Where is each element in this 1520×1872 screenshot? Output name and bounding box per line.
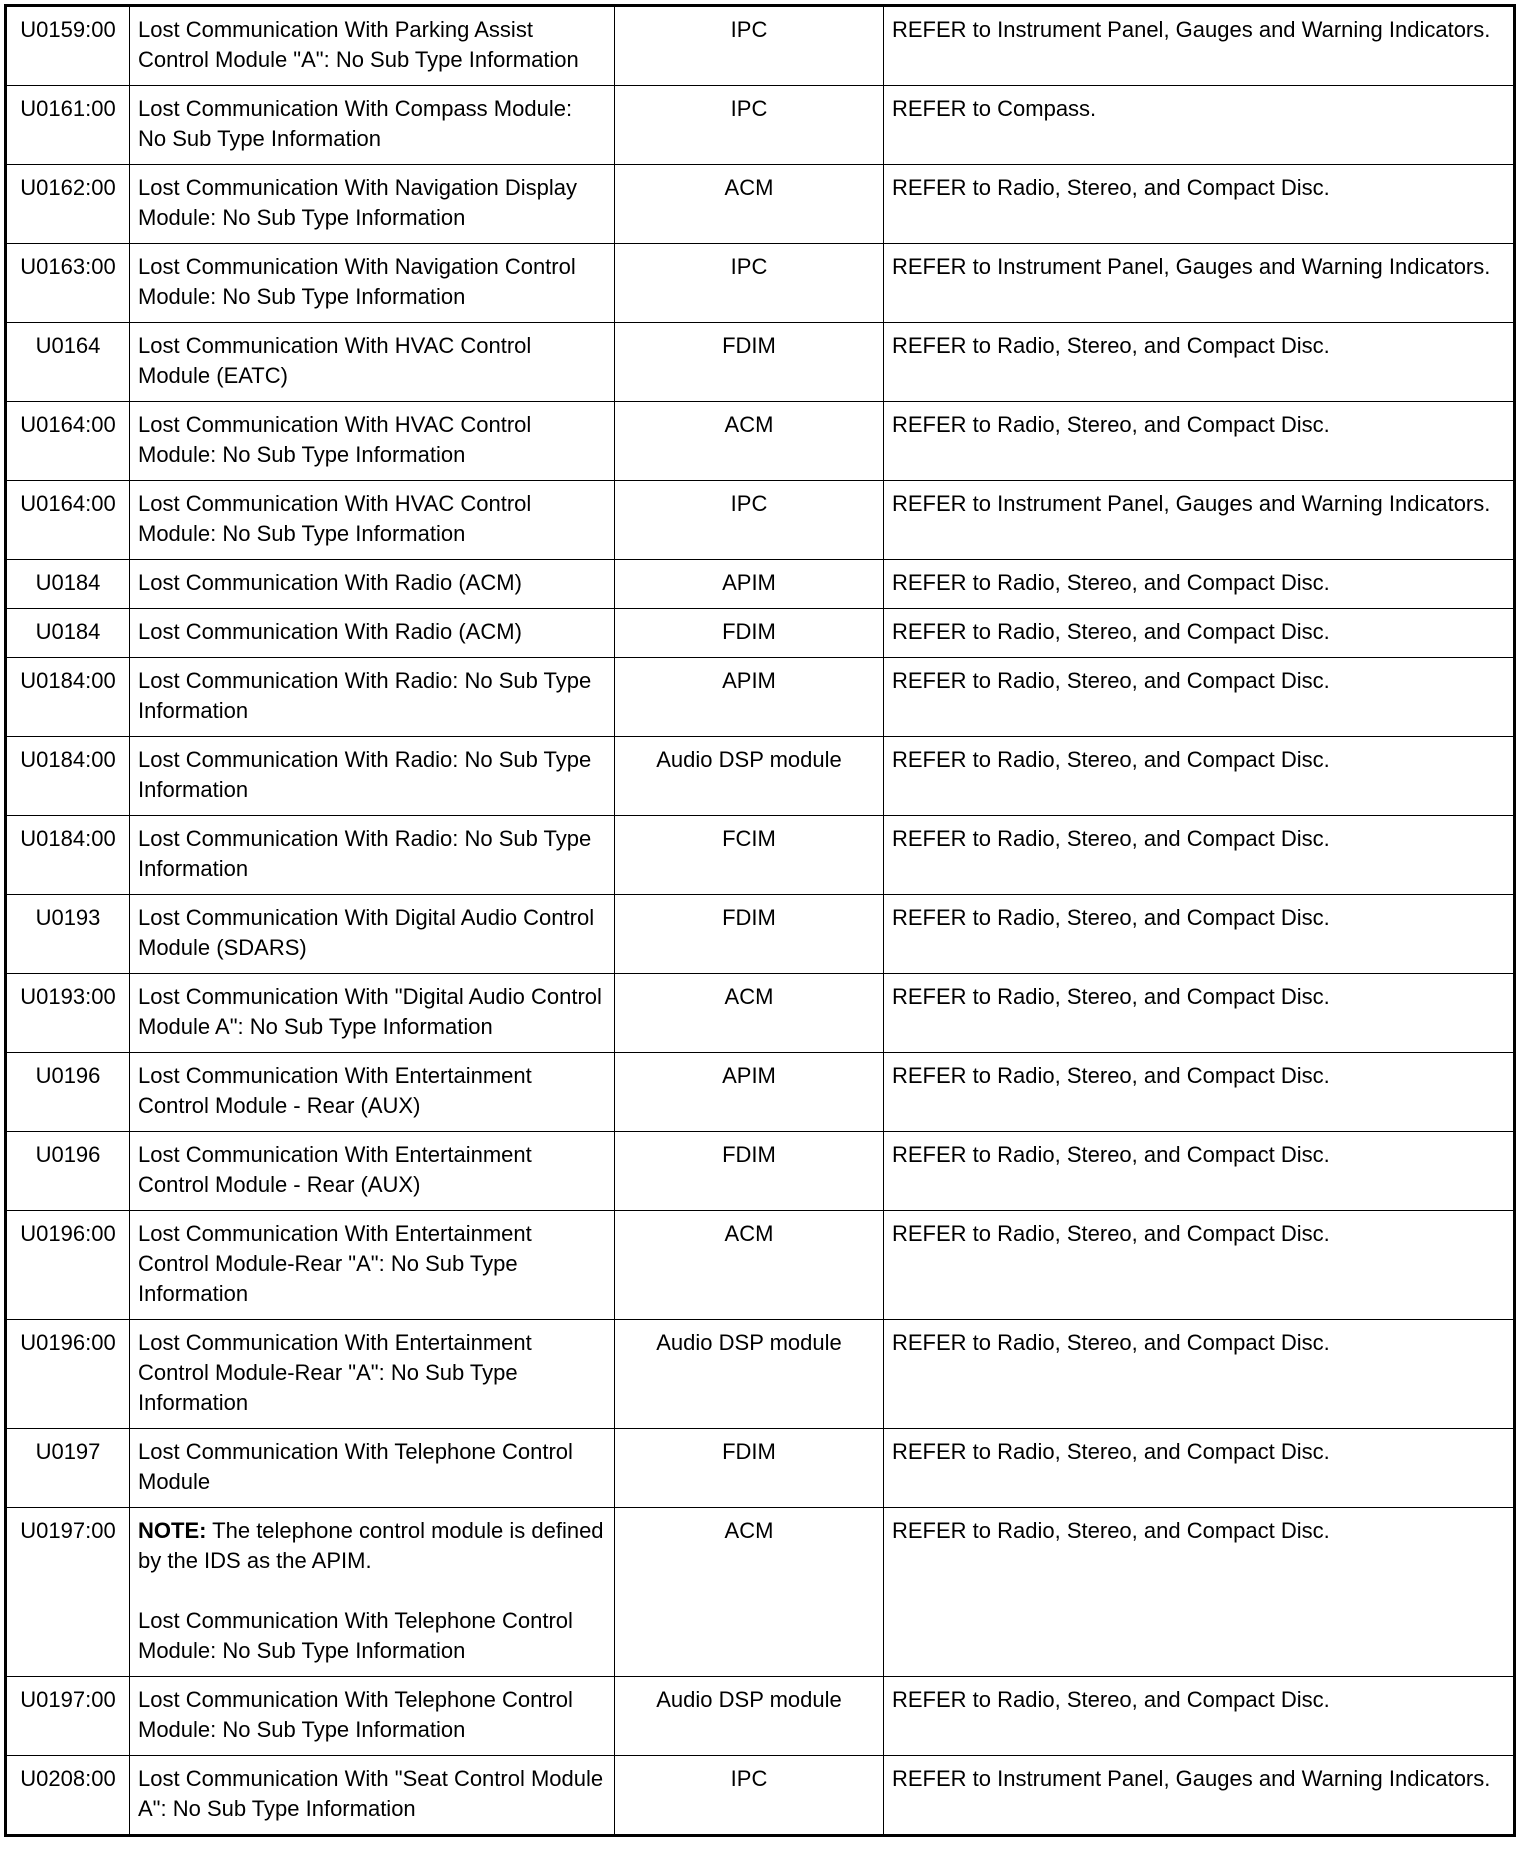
description-cell bbox=[130, 402, 615, 481]
description-cell bbox=[130, 1320, 615, 1429]
action-cell bbox=[884, 402, 1515, 481]
dtc-code-cell bbox=[6, 86, 130, 165]
dtc-description: Lost Communication With Entertainment Control Module - Rear (AUX) bbox=[138, 1063, 532, 1118]
action-cell bbox=[884, 895, 1515, 974]
module-cell bbox=[615, 1053, 884, 1132]
table-row bbox=[6, 86, 1515, 165]
module-name: Audio DSP module bbox=[656, 1330, 842, 1355]
action-text: REFER to Compass. bbox=[892, 96, 1097, 121]
description-cell bbox=[130, 1677, 615, 1756]
action-cell bbox=[884, 974, 1515, 1053]
dtc-code: U0196:00 bbox=[20, 1221, 116, 1246]
description-cell bbox=[130, 1429, 615, 1508]
dtc-code-cell bbox=[6, 658, 130, 737]
action-cell bbox=[884, 737, 1515, 816]
action-text: REFER to Radio, Stereo, and Compact Disc. bbox=[892, 333, 1330, 358]
table-row bbox=[6, 1508, 1515, 1677]
module-name: Audio DSP module bbox=[656, 747, 842, 772]
note-text: The telephone control module is defined by the IDS as the APIM. bbox=[138, 1518, 604, 1573]
table-row bbox=[6, 1320, 1515, 1429]
dtc-code: U0164:00 bbox=[20, 491, 116, 516]
module-cell bbox=[615, 816, 884, 895]
table-row bbox=[6, 481, 1515, 560]
dtc-code-cell bbox=[6, 737, 130, 816]
description-cell bbox=[130, 86, 615, 165]
action-cell bbox=[884, 658, 1515, 737]
dtc-description: Lost Communication With Radio: No Sub Type Information bbox=[138, 826, 592, 881]
module-cell bbox=[615, 86, 884, 165]
module-name: FCIM bbox=[722, 826, 776, 851]
module-name: FDIM bbox=[722, 1439, 776, 1464]
description-cell bbox=[130, 560, 615, 609]
dtc-code-cell bbox=[6, 609, 130, 658]
action-cell bbox=[884, 1677, 1515, 1756]
table-row bbox=[6, 560, 1515, 609]
module-cell bbox=[615, 165, 884, 244]
action-text: REFER to Radio, Stereo, and Compact Disc. bbox=[892, 905, 1330, 930]
module-name: APIM bbox=[722, 570, 776, 595]
module-name: IPC bbox=[730, 1766, 768, 1791]
action-cell bbox=[884, 1053, 1515, 1132]
dtc-code-cell bbox=[6, 1508, 130, 1677]
dtc-description: Lost Communication With Radio (ACM) bbox=[138, 570, 522, 595]
action-cell bbox=[884, 1429, 1515, 1508]
dtc-code: U0197:00 bbox=[20, 1518, 116, 1543]
dtc-description: Lost Communication With HVAC Control Module: No Sub Type Information bbox=[138, 491, 532, 546]
dtc-description: Lost Communication With Radio: No Sub Type Information bbox=[138, 747, 592, 802]
dtc-description: Lost Communication With Telephone Control Module: No Sub Type Information bbox=[138, 1608, 573, 1663]
action-text: REFER to Radio, Stereo, and Compact Disc. bbox=[892, 984, 1330, 1009]
module-name: FDIM bbox=[722, 905, 776, 930]
dtc-code: U0208:00 bbox=[20, 1766, 116, 1791]
action-text: REFER to Radio, Stereo, and Compact Disc. bbox=[892, 570, 1330, 595]
action-cell bbox=[884, 1756, 1515, 1836]
dtc-code: U0184 bbox=[35, 619, 101, 644]
module-cell bbox=[615, 658, 884, 737]
dtc-code-cell bbox=[6, 165, 130, 244]
dtc-description: Lost Communication With "Digital Audio Control Module A": No Sub Type Information bbox=[138, 984, 602, 1039]
module-cell bbox=[615, 323, 884, 402]
table-row bbox=[6, 658, 1515, 737]
dtc-description: Lost Communication With Entertainment Control Module-Rear "A": No Sub Type Information bbox=[138, 1330, 532, 1415]
action-cell bbox=[884, 1211, 1515, 1320]
module-name: ACM bbox=[724, 175, 774, 200]
dtc-code: U0193 bbox=[35, 905, 101, 930]
note-label: NOTE: bbox=[138, 1518, 207, 1543]
action-text: REFER to Radio, Stereo, and Compact Disc. bbox=[892, 1221, 1330, 1246]
table-row bbox=[6, 895, 1515, 974]
module-name: Audio DSP module bbox=[656, 1687, 842, 1712]
action-cell bbox=[884, 560, 1515, 609]
action-text: REFER to Radio, Stereo, and Compact Disc. bbox=[892, 826, 1330, 851]
description-cell bbox=[130, 1211, 615, 1320]
module-cell bbox=[615, 974, 884, 1053]
dtc-code-cell bbox=[6, 1677, 130, 1756]
action-cell bbox=[884, 86, 1515, 165]
action-text: REFER to Radio, Stereo, and Compact Disc. bbox=[892, 1687, 1330, 1712]
dtc-description: Lost Communication With Entertainment Control Module - Rear (AUX) bbox=[138, 1142, 532, 1197]
description-cell bbox=[130, 1053, 615, 1132]
module-cell bbox=[615, 1508, 884, 1677]
dtc-description: Lost Communication With HVAC Control Module: No Sub Type Information bbox=[138, 412, 532, 467]
action-text: REFER to Radio, Stereo, and Compact Disc. bbox=[892, 1063, 1330, 1088]
description-cell bbox=[130, 974, 615, 1053]
action-cell bbox=[884, 1132, 1515, 1211]
description-cell bbox=[130, 1132, 615, 1211]
module-cell bbox=[615, 1429, 884, 1508]
table-row bbox=[6, 1053, 1515, 1132]
module-name: ACM bbox=[724, 412, 774, 437]
action-cell bbox=[884, 244, 1515, 323]
action-cell bbox=[884, 481, 1515, 560]
description-cell bbox=[130, 481, 615, 560]
module-name: IPC bbox=[730, 96, 768, 121]
dtc-description: Lost Communication With Telephone Control Module: No Sub Type Information bbox=[138, 1687, 573, 1742]
dtc-code-cell bbox=[6, 560, 130, 609]
action-text: REFER to Instrument Panel, Gauges and Warning Indicators. bbox=[892, 254, 1491, 279]
dtc-code: U0162:00 bbox=[20, 175, 116, 200]
table-row bbox=[6, 974, 1515, 1053]
module-cell bbox=[615, 1211, 884, 1320]
module-name: ACM bbox=[724, 1221, 774, 1246]
description-cell bbox=[130, 1756, 615, 1836]
table-row bbox=[6, 244, 1515, 323]
module-name: IPC bbox=[730, 17, 768, 42]
action-text: REFER to Radio, Stereo, and Compact Disc. bbox=[892, 1439, 1330, 1464]
action-text: REFER to Instrument Panel, Gauges and Warning Indicators. bbox=[892, 1766, 1491, 1791]
dtc-code: U0184:00 bbox=[20, 668, 116, 693]
dtc-description: Lost Communication With HVAC Control Module (EATC) bbox=[138, 333, 532, 388]
module-cell bbox=[615, 609, 884, 658]
table-row bbox=[6, 1429, 1515, 1508]
action-text: REFER to Radio, Stereo, and Compact Disc. bbox=[892, 619, 1330, 644]
dtc-code: U0197:00 bbox=[20, 1687, 116, 1712]
module-name: APIM bbox=[722, 1063, 776, 1088]
module-name: FDIM bbox=[722, 333, 776, 358]
dtc-code: U0197 bbox=[35, 1439, 101, 1464]
module-cell bbox=[615, 1320, 884, 1429]
description-cell bbox=[130, 816, 615, 895]
dtc-description: Lost Communication With Compass Module: No Sub Type Information bbox=[138, 96, 573, 151]
dtc-code: U0196:00 bbox=[20, 1330, 116, 1355]
table-row bbox=[6, 402, 1515, 481]
table-row bbox=[6, 1677, 1515, 1756]
note bbox=[138, 1516, 606, 1576]
description-cell bbox=[130, 609, 615, 658]
table-row bbox=[6, 165, 1515, 244]
module-cell bbox=[615, 244, 884, 323]
dtc-code-cell bbox=[6, 244, 130, 323]
dtc-code-cell bbox=[6, 1429, 130, 1508]
dtc-code: U0184:00 bbox=[20, 747, 116, 772]
action-text: REFER to Radio, Stereo, and Compact Disc. bbox=[892, 175, 1330, 200]
module-name: IPC bbox=[730, 254, 768, 279]
action-cell bbox=[884, 609, 1515, 658]
module-name: ACM bbox=[724, 1518, 774, 1543]
dtc-code: U0163:00 bbox=[20, 254, 116, 279]
dtc-code-cell bbox=[6, 6, 130, 86]
dtc-description: Lost Communication With Digital Audio Control Module (SDARS) bbox=[138, 905, 595, 960]
dtc-code-cell bbox=[6, 974, 130, 1053]
module-cell bbox=[615, 6, 884, 86]
action-cell bbox=[884, 165, 1515, 244]
dtc-table-body bbox=[6, 6, 1515, 1836]
action-text: REFER to Radio, Stereo, and Compact Disc. bbox=[892, 668, 1330, 693]
dtc-code: U0159:00 bbox=[20, 17, 116, 42]
description-cell bbox=[130, 658, 615, 737]
module-name: FDIM bbox=[722, 1142, 776, 1167]
module-name: FDIM bbox=[722, 619, 776, 644]
description-cell bbox=[130, 323, 615, 402]
dtc-code-cell bbox=[6, 895, 130, 974]
dtc-description: Lost Communication With Entertainment Control Module-Rear "A": No Sub Type Information bbox=[138, 1221, 532, 1306]
module-cell bbox=[615, 1132, 884, 1211]
dtc-code-cell bbox=[6, 1211, 130, 1320]
module-cell bbox=[615, 1677, 884, 1756]
table-row bbox=[6, 737, 1515, 816]
dtc-code-cell bbox=[6, 1053, 130, 1132]
dtc-code: U0196 bbox=[35, 1063, 101, 1088]
dtc-code: U0193:00 bbox=[20, 984, 116, 1009]
description-cell bbox=[130, 244, 615, 323]
dtc-code: U0184 bbox=[35, 570, 101, 595]
dtc-description: Lost Communication With Navigation Display Module: No Sub Type Information bbox=[138, 175, 577, 230]
table-row bbox=[6, 1132, 1515, 1211]
dtc-code-cell bbox=[6, 1756, 130, 1836]
dtc-description: Lost Communication With Telephone Control Module bbox=[138, 1439, 573, 1494]
module-cell bbox=[615, 737, 884, 816]
description-cell bbox=[130, 6, 615, 86]
description-cell bbox=[130, 1508, 615, 1677]
dtc-code-cell bbox=[6, 1132, 130, 1211]
action-text: REFER to Radio, Stereo, and Compact Disc. bbox=[892, 747, 1330, 772]
module-name: APIM bbox=[722, 668, 776, 693]
dtc-description: Lost Communication With Navigation Control Module: No Sub Type Information bbox=[138, 254, 576, 309]
dtc-description: Lost Communication With Radio (ACM) bbox=[138, 619, 522, 644]
module-cell bbox=[615, 1756, 884, 1836]
dtc-code: U0164:00 bbox=[20, 412, 116, 437]
dtc-description: Lost Communication With Parking Assist Control Module "A": No Sub Type Information bbox=[138, 17, 579, 72]
dtc-code-cell bbox=[6, 816, 130, 895]
dtc-code: U0196 bbox=[35, 1142, 101, 1167]
description-cell bbox=[130, 165, 615, 244]
dtc-code-cell bbox=[6, 481, 130, 560]
module-cell bbox=[615, 895, 884, 974]
action-cell bbox=[884, 323, 1515, 402]
dtc-code-cell bbox=[6, 402, 130, 481]
action-text: REFER to Radio, Stereo, and Compact Disc. bbox=[892, 412, 1330, 437]
dtc-description: Lost Communication With "Seat Control Module A": No Sub Type Information bbox=[138, 1766, 604, 1821]
dtc-table bbox=[4, 4, 1516, 1837]
dtc-code-cell bbox=[6, 323, 130, 402]
action-text: REFER to Radio, Stereo, and Compact Disc. bbox=[892, 1518, 1330, 1543]
module-cell bbox=[615, 560, 884, 609]
dtc-code: U0164 bbox=[35, 333, 101, 358]
action-cell bbox=[884, 1320, 1515, 1429]
table-row bbox=[6, 609, 1515, 658]
table-row bbox=[6, 816, 1515, 895]
action-cell bbox=[884, 6, 1515, 86]
dtc-code: U0161:00 bbox=[20, 96, 116, 121]
table-row bbox=[6, 6, 1515, 86]
action-cell bbox=[884, 1508, 1515, 1677]
description-cell bbox=[130, 895, 615, 974]
action-text: REFER to Radio, Stereo, and Compact Disc. bbox=[892, 1142, 1330, 1167]
table-row bbox=[6, 1756, 1515, 1836]
module-cell bbox=[615, 402, 884, 481]
action-text: REFER to Instrument Panel, Gauges and Warning Indicators. bbox=[892, 491, 1491, 516]
action-text: REFER to Instrument Panel, Gauges and Warning Indicators. bbox=[892, 17, 1491, 42]
action-text: REFER to Radio, Stereo, and Compact Disc. bbox=[892, 1330, 1330, 1355]
module-name: IPC bbox=[730, 491, 768, 516]
table-row bbox=[6, 323, 1515, 402]
module-cell bbox=[615, 481, 884, 560]
description-cell bbox=[130, 737, 615, 816]
dtc-description: Lost Communication With Radio: No Sub Type Information bbox=[138, 668, 592, 723]
dtc-code: U0184:00 bbox=[20, 826, 116, 851]
action-cell bbox=[884, 816, 1515, 895]
table-row bbox=[6, 1211, 1515, 1320]
module-name: ACM bbox=[724, 984, 774, 1009]
dtc-code-cell bbox=[6, 1320, 130, 1429]
